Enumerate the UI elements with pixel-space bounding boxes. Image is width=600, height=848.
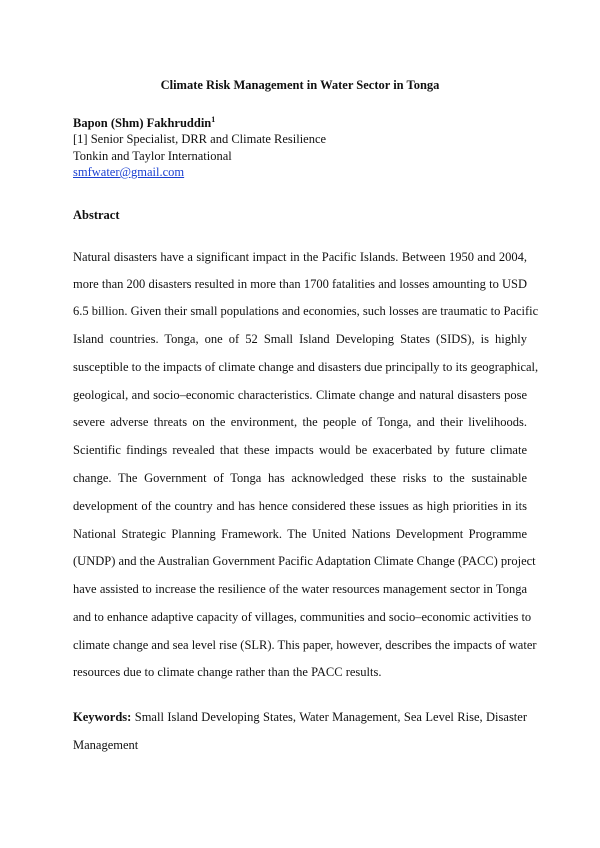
abstract-line: severe adverse threats on the environment, the people of Tonga, and their livelihoods. xyxy=(73,415,527,429)
abstract-line: Island countries. Tonga, one of 52 Small Island Developing States (SIDS), is highly xyxy=(73,332,527,346)
abstract-line: change. The Government of Tonga has acknowledged these risks to the sustainable xyxy=(73,471,527,485)
abstract-line: Scientific findings revealed that these impacts would be exacerbated by future climate xyxy=(73,443,527,457)
abstract-line: development of the country and has hence considered these issues as high priorities in its xyxy=(73,499,527,513)
abstract-line: climate change and sea level rise (SLR). This paper, however, describes the impacts of water xyxy=(73,638,537,652)
abstract-line: have assisted to increase the resilience of the water resources management sector in Tonga xyxy=(73,582,527,596)
keywords-line-2: Management xyxy=(73,738,139,752)
keywords-text: Small Island Developing States, Water Management, Sea Level Rise, Disaster xyxy=(131,710,527,724)
abstract-line: resources due to climate change rather than the PACC results. xyxy=(73,665,382,679)
author-name-text: Bapon (Shm) Fakhruddin xyxy=(73,116,212,130)
keywords-line xyxy=(73,710,527,726)
author-superscript: 1 xyxy=(211,115,216,124)
affiliation-role: [1] Senior Specialist, DRR and Climate Resilience xyxy=(73,132,327,146)
author-email-link[interactable]: smfwater@gmail.com xyxy=(73,165,185,179)
author-email-line xyxy=(73,165,184,180)
abstract-line: more than 200 disasters resulted in more than 1700 fatalities and losses amounting to USD xyxy=(73,277,527,291)
keywords-label: Keywords: xyxy=(73,710,132,724)
author-name xyxy=(73,115,215,131)
abstract-line: National Strategic Planning Framework. The United Nations Development Programme xyxy=(73,527,527,541)
abstract-heading: Abstract xyxy=(73,208,120,222)
affiliation-org: Tonkin and Taylor International xyxy=(73,149,232,163)
abstract-line: and to enhance adaptive capacity of villages, communities and socio–economic activities to xyxy=(73,610,532,624)
paper-title: Climate Risk Management in Water Sector in Tonga xyxy=(160,78,440,92)
abstract-line: 6.5 billion. Given their small populations and economies, such losses are traumatic to Pacific xyxy=(73,304,539,318)
abstract-line: (UNDP) and the Australian Government Pacific Adaptation Climate Change (PACC) project xyxy=(73,554,536,568)
abstract-line: geological, and socio–economic characteristics. Climate change and natural disasters pose xyxy=(73,388,527,402)
abstract-line: susceptible to the impacts of climate change and disasters due principally to its geographical, xyxy=(73,360,539,374)
abstract-line: Natural disasters have a significant impact in the Pacific Islands. Between 1950 and 2004, xyxy=(73,250,527,264)
